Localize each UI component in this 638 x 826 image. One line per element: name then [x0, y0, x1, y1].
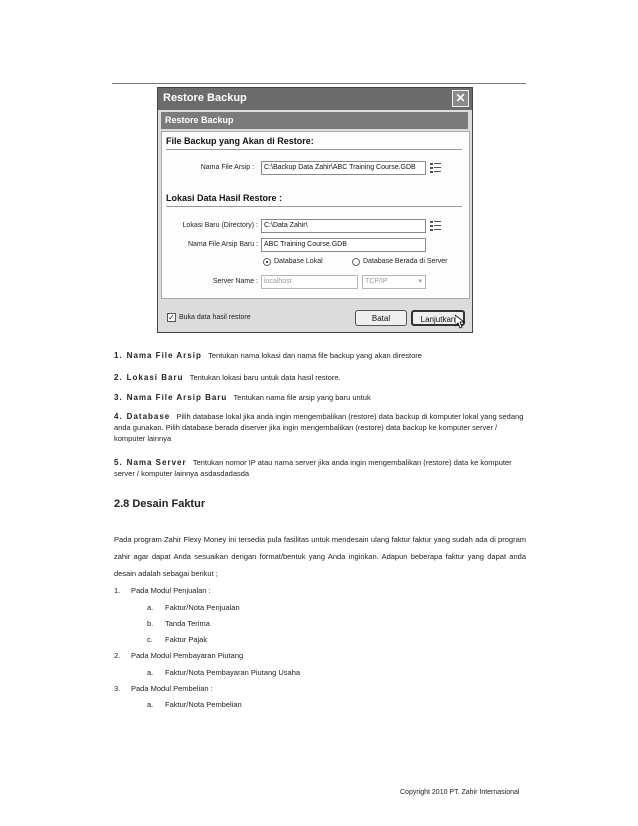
- dialog-titlebar: [158, 88, 472, 110]
- section-divider: [166, 206, 462, 207]
- field-desc: Tentukan nama lokasi dan nama file backup yang akan direstore: [208, 351, 422, 360]
- list-item: Faktur/Nota Pembelian: [165, 700, 242, 709]
- field-number: 5.: [114, 458, 123, 467]
- field-item: [114, 457, 528, 479]
- module-number: 1.: [114, 586, 121, 595]
- field-name: Nama File Arsip: [126, 351, 202, 360]
- module-label: Pada Modul Pembelian :: [131, 684, 213, 693]
- close-icon[interactable]: ✕: [452, 90, 469, 107]
- field-desc: Tentukan lokasi baru untuk data hasil restore.: [189, 373, 341, 382]
- field-item: [114, 392, 528, 403]
- section-divider: [166, 149, 462, 150]
- server-input[interactable]: localhost: [261, 275, 358, 289]
- list-item-number: b.: [147, 619, 154, 628]
- browse-file-icon[interactable]: [430, 162, 442, 174]
- server-label: Server Name :: [212, 278, 258, 285]
- field-name: Database: [126, 412, 171, 421]
- list-item: Faktur/Nota Pembayaran Piutang Usaha: [165, 668, 301, 677]
- chevron-down-icon: ▾: [418, 278, 422, 285]
- cancel-button[interactable]: Batal: [355, 310, 407, 326]
- field-item: [114, 411, 528, 444]
- list-item: Faktur Pajak: [165, 635, 208, 644]
- dialog-header-label: Restore Backup: [165, 115, 234, 125]
- open-after-restore-checkbox[interactable]: ✓: [168, 313, 175, 322]
- new-location-label: Lokasi Baru (Directory) :: [182, 222, 258, 229]
- restore-backup-dialog: [157, 87, 473, 333]
- intro-paragraph: Pada program Zahir Flexy Money ini tersedia pula fasilitas untuk mendesain ulang faktur faktur yang sudah ada di program zahir agar dapat Anda sesuaikan dengan format/bentuk yang Anda inginkan. Adapun beberapa faktur yang dapat anda desain adalah sebagai berikut ;: [114, 535, 526, 578]
- list-item-number: a.: [147, 700, 154, 709]
- field-number: 2.: [114, 373, 123, 382]
- cursor-icon: [455, 315, 465, 329]
- dialog-panel: [161, 131, 470, 299]
- list-item: Faktur/Nota Penjualan: [165, 603, 240, 612]
- section-location-title: Lokasi Data Hasil Restore :: [166, 193, 283, 203]
- field-number: 3.: [114, 393, 123, 402]
- open-after-restore-label: Buka data hasil restore: [179, 314, 251, 321]
- list-item-number: a.: [147, 603, 154, 612]
- field-name: Nama Server: [126, 458, 187, 467]
- field-name: Lokasi Baru: [126, 373, 184, 382]
- radio-server[interactable]: [352, 258, 360, 266]
- list-item-number: c.: [147, 635, 153, 644]
- list-item: Tanda Terima: [165, 619, 210, 628]
- footer-copyright: Copyright 2010 PT. Zahir Internasional: [400, 789, 520, 796]
- field-desc: Tentukan nama file arsip yang baru untuk: [233, 393, 371, 402]
- section-heading: 2.8 Desain Faktur: [114, 498, 206, 510]
- new-file-input[interactable]: ABC Training Course.GDB: [261, 238, 426, 252]
- file-label: Nama File Arsip :: [200, 164, 254, 171]
- top-rule: [112, 83, 526, 84]
- new-file-label: Nama File Arsip Baru :: [187, 241, 258, 248]
- module-label: Pada Modul Pembayaran Piutang: [131, 651, 244, 660]
- field-number: 1.: [114, 351, 123, 360]
- field-item: [114, 372, 528, 383]
- protocol-value: TCP/IP: [365, 278, 388, 285]
- protocol-select[interactable]: [362, 275, 426, 289]
- radio-server-label: Database Berada di Server: [363, 258, 448, 265]
- field-item: [114, 350, 528, 361]
- field-desc: Pilih database lokal jika anda ingin mengembalikan (restore) data backup di komputer lokal yang sedang anda gunakan. Pilih database berada diserver jika ingin mengembalikan (restore) data backup ke komputer server / komputer lainnya: [114, 412, 524, 443]
- field-name: Nama File Arsip Baru: [126, 393, 228, 402]
- module-label: Pada Modul Penjualan :: [131, 586, 211, 595]
- dialog-header: [161, 112, 468, 129]
- section-file-title: File Backup yang Akan di Restore:: [166, 136, 314, 146]
- module-number: 3.: [114, 684, 121, 693]
- file-input[interactable]: C:\Backup Data Zahir\ABC Training Course.GDB: [261, 161, 426, 175]
- field-number: 4.: [114, 412, 123, 421]
- browse-folder-icon[interactable]: [430, 220, 442, 232]
- radio-local[interactable]: [263, 258, 271, 266]
- radio-local-label: Database Lokal: [274, 258, 323, 265]
- next-button[interactable]: Lanjutkan: [411, 310, 465, 326]
- list-item-number: a.: [147, 668, 154, 677]
- field-desc: Tentukan nomor IP atau nama server jika anda ingin mengembalikan (restore) data ke komputer server / komputer lainnya asdasdadasda: [114, 458, 512, 478]
- module-number: 2.: [114, 651, 121, 660]
- dialog-title: Restore Backup: [163, 92, 247, 104]
- new-location-input[interactable]: C:\Data Zahir\: [261, 219, 426, 233]
